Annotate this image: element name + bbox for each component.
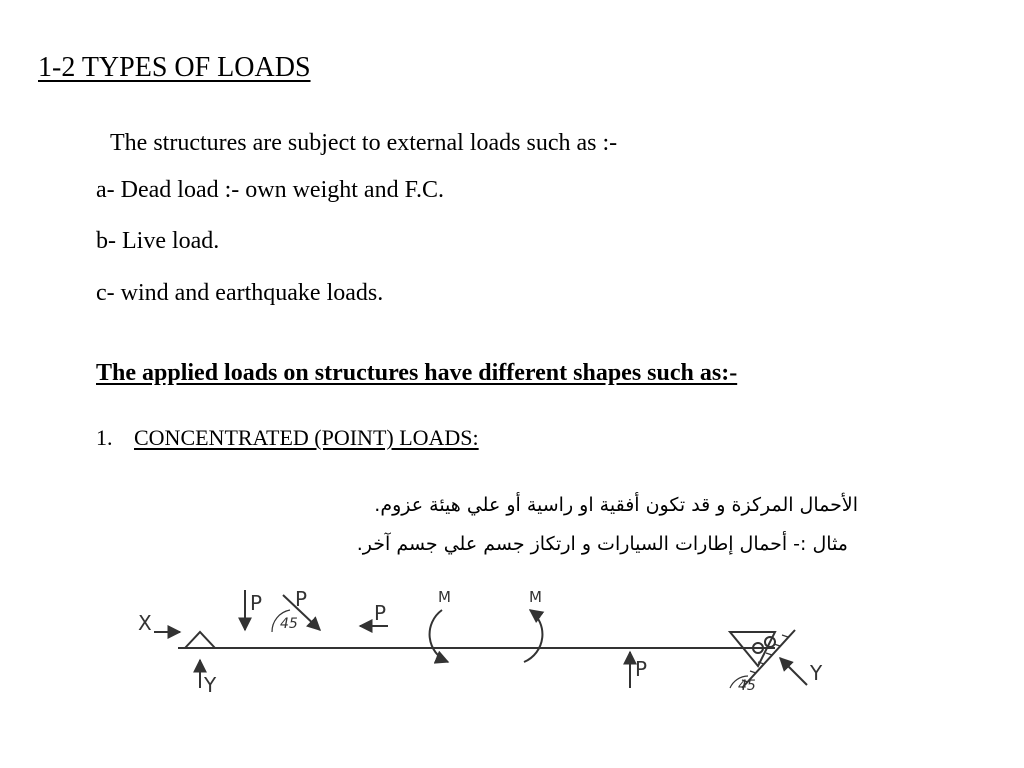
load-type-dead: a- Dead load :- own weight and F.C. [96, 177, 444, 203]
pin-support-icon [185, 632, 215, 648]
shapes-heading: The applied loads on structures have different shapes such as:- [96, 360, 738, 386]
p-up-label: P [635, 657, 648, 681]
item-label: CONCENTRATED (POINT) LOADS: [134, 425, 479, 450]
moment-left-icon [430, 610, 448, 662]
intro-text: The structures are subject to external loads such as :- [110, 130, 618, 156]
p-horizontal-label: P [374, 601, 387, 625]
angle-right-label: 45 [738, 678, 756, 694]
moment-right-icon [524, 610, 542, 662]
y-right-label: Y [810, 661, 823, 685]
m-left-label: M [438, 588, 451, 606]
m-right-label: M [529, 588, 542, 606]
page-title: 1-2 TYPES OF LOADS [38, 52, 311, 83]
load-type-wind-earthquake: c- wind and earthquake loads. [96, 280, 384, 306]
numbered-item-concentrated [96, 425, 479, 451]
arabic-example: مثال :- أحمال إطارات السيارات و ارتكاز جسم علي جسم آخر. [356, 533, 848, 555]
load-type-live: b- Live load. [96, 228, 220, 254]
x-label: X [138, 611, 152, 635]
item-number: 1. [96, 425, 113, 450]
arabic-description: الأحمال المركزة و قد تكون أفقية او راسية أو علي هيئة عزوم. [374, 494, 858, 516]
p-inclined-label: P [295, 587, 308, 611]
p-vertical-label: P [250, 591, 263, 615]
point-loads-diagram [130, 580, 830, 700]
angle-left-label: 45 [280, 616, 298, 632]
y-inclined-reaction-arrow [780, 658, 807, 685]
y-left-label: Y [204, 673, 217, 697]
